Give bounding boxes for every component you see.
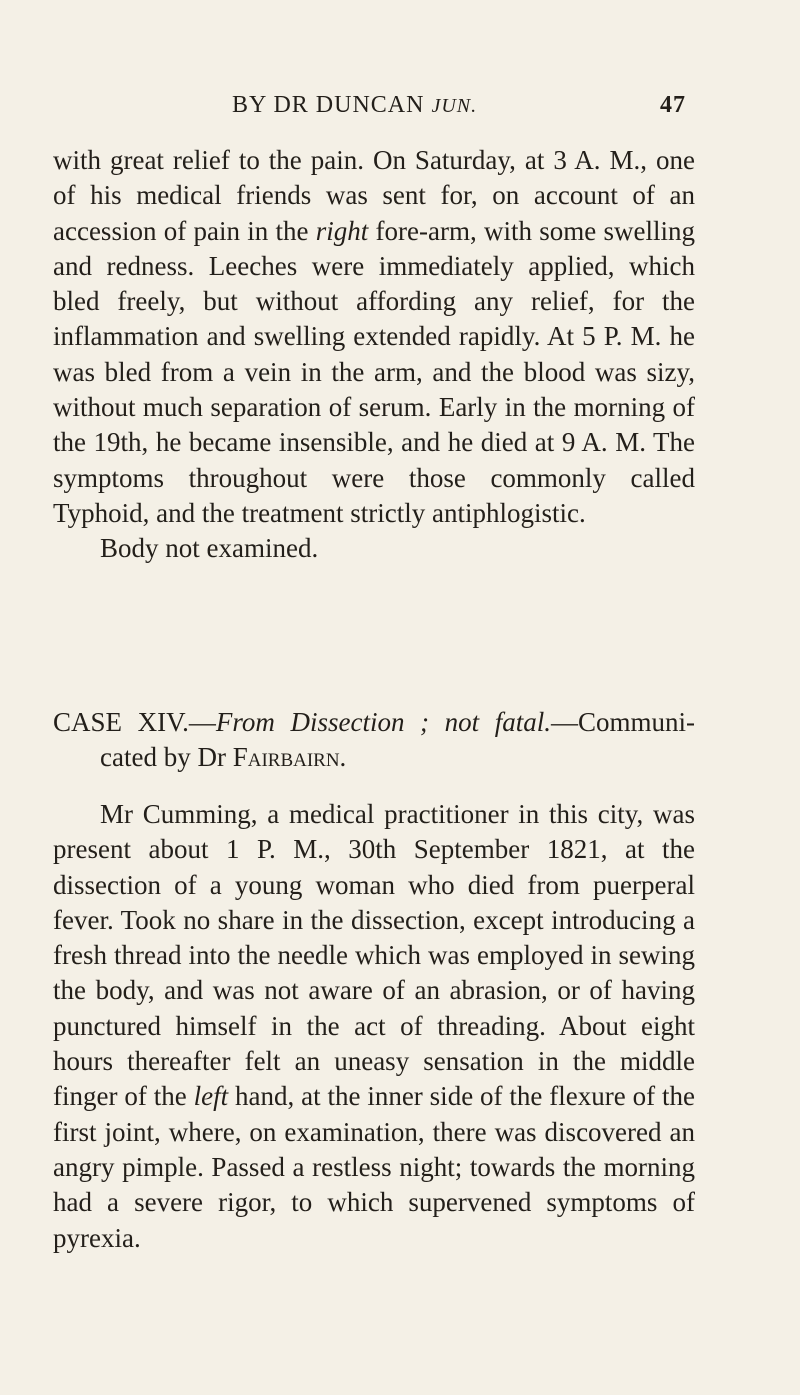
running-title: BY DR DUNCAN JUN. <box>232 92 478 118</box>
case-subtitle: From Dissection ; not fatal. <box>215 707 551 737</box>
case-attribution: cated by Dr <box>100 742 233 773</box>
case-label: CASE XIV.— <box>53 707 216 737</box>
running-title-italic: JUN. <box>431 95 478 117</box>
body-note: Body not examined. <box>100 533 319 564</box>
emphasis-left: left <box>193 1081 229 1112</box>
case-heading-trail: —Communi- <box>550 707 695 737</box>
case-author: Fairbairn. <box>232 742 347 773</box>
paragraph-text: Mr Cumming, a medical practitioner in this city, was present about 1 P. M., 30th September 1821, at the dissection of a young woman who died from puerperal fever. Took no share in the dissection, except introducing a fresh thread into the needle which was employed in sewing the body, and was not aware of an abrasion, or of having punctured himself in the act of threading. About eight hours thereafter felt an uneasy sensation in the middle finger of the <box>53 799 695 1112</box>
case-heading-line <box>53 705 695 740</box>
paragraph-text: hand, at the inner side of the flexure of the first joint, where, on examination, there was discovered an angry pimple. Passed a restless night; towards the morning had a severe rigor, to which supervened symptoms of pyrexia. <box>53 1081 695 1253</box>
page-number: 47 <box>660 92 686 118</box>
emphasis-right: right <box>315 215 369 246</box>
case-heading-line <box>53 740 695 775</box>
paragraph-text: with great relief to the pain. On Saturday, at 3 A. M., one of his medical friends was sent for, on account of an accession of pain in the <box>53 145 695 246</box>
paragraph-text: fore-arm, with some swelling and redness. Leeches were immediately applied, which bled freely, but without affording any relief, for the inflammation and swelling extended rapidly. At 5 P. M. he was bled from a vein in the arm, and the blood was sizy, without much separation of serum. Early in the morning of the 19th, he became insensible, and he died at 9 A. M. The symptoms throughout were those commonly called Typhoid, and the treatment strictly antiphlogistic. <box>53 215 695 528</box>
paragraph-case-xiv <box>53 797 695 1256</box>
case-heading <box>53 705 695 776</box>
running-head <box>232 92 686 122</box>
paragraph-continued <box>53 143 695 567</box>
